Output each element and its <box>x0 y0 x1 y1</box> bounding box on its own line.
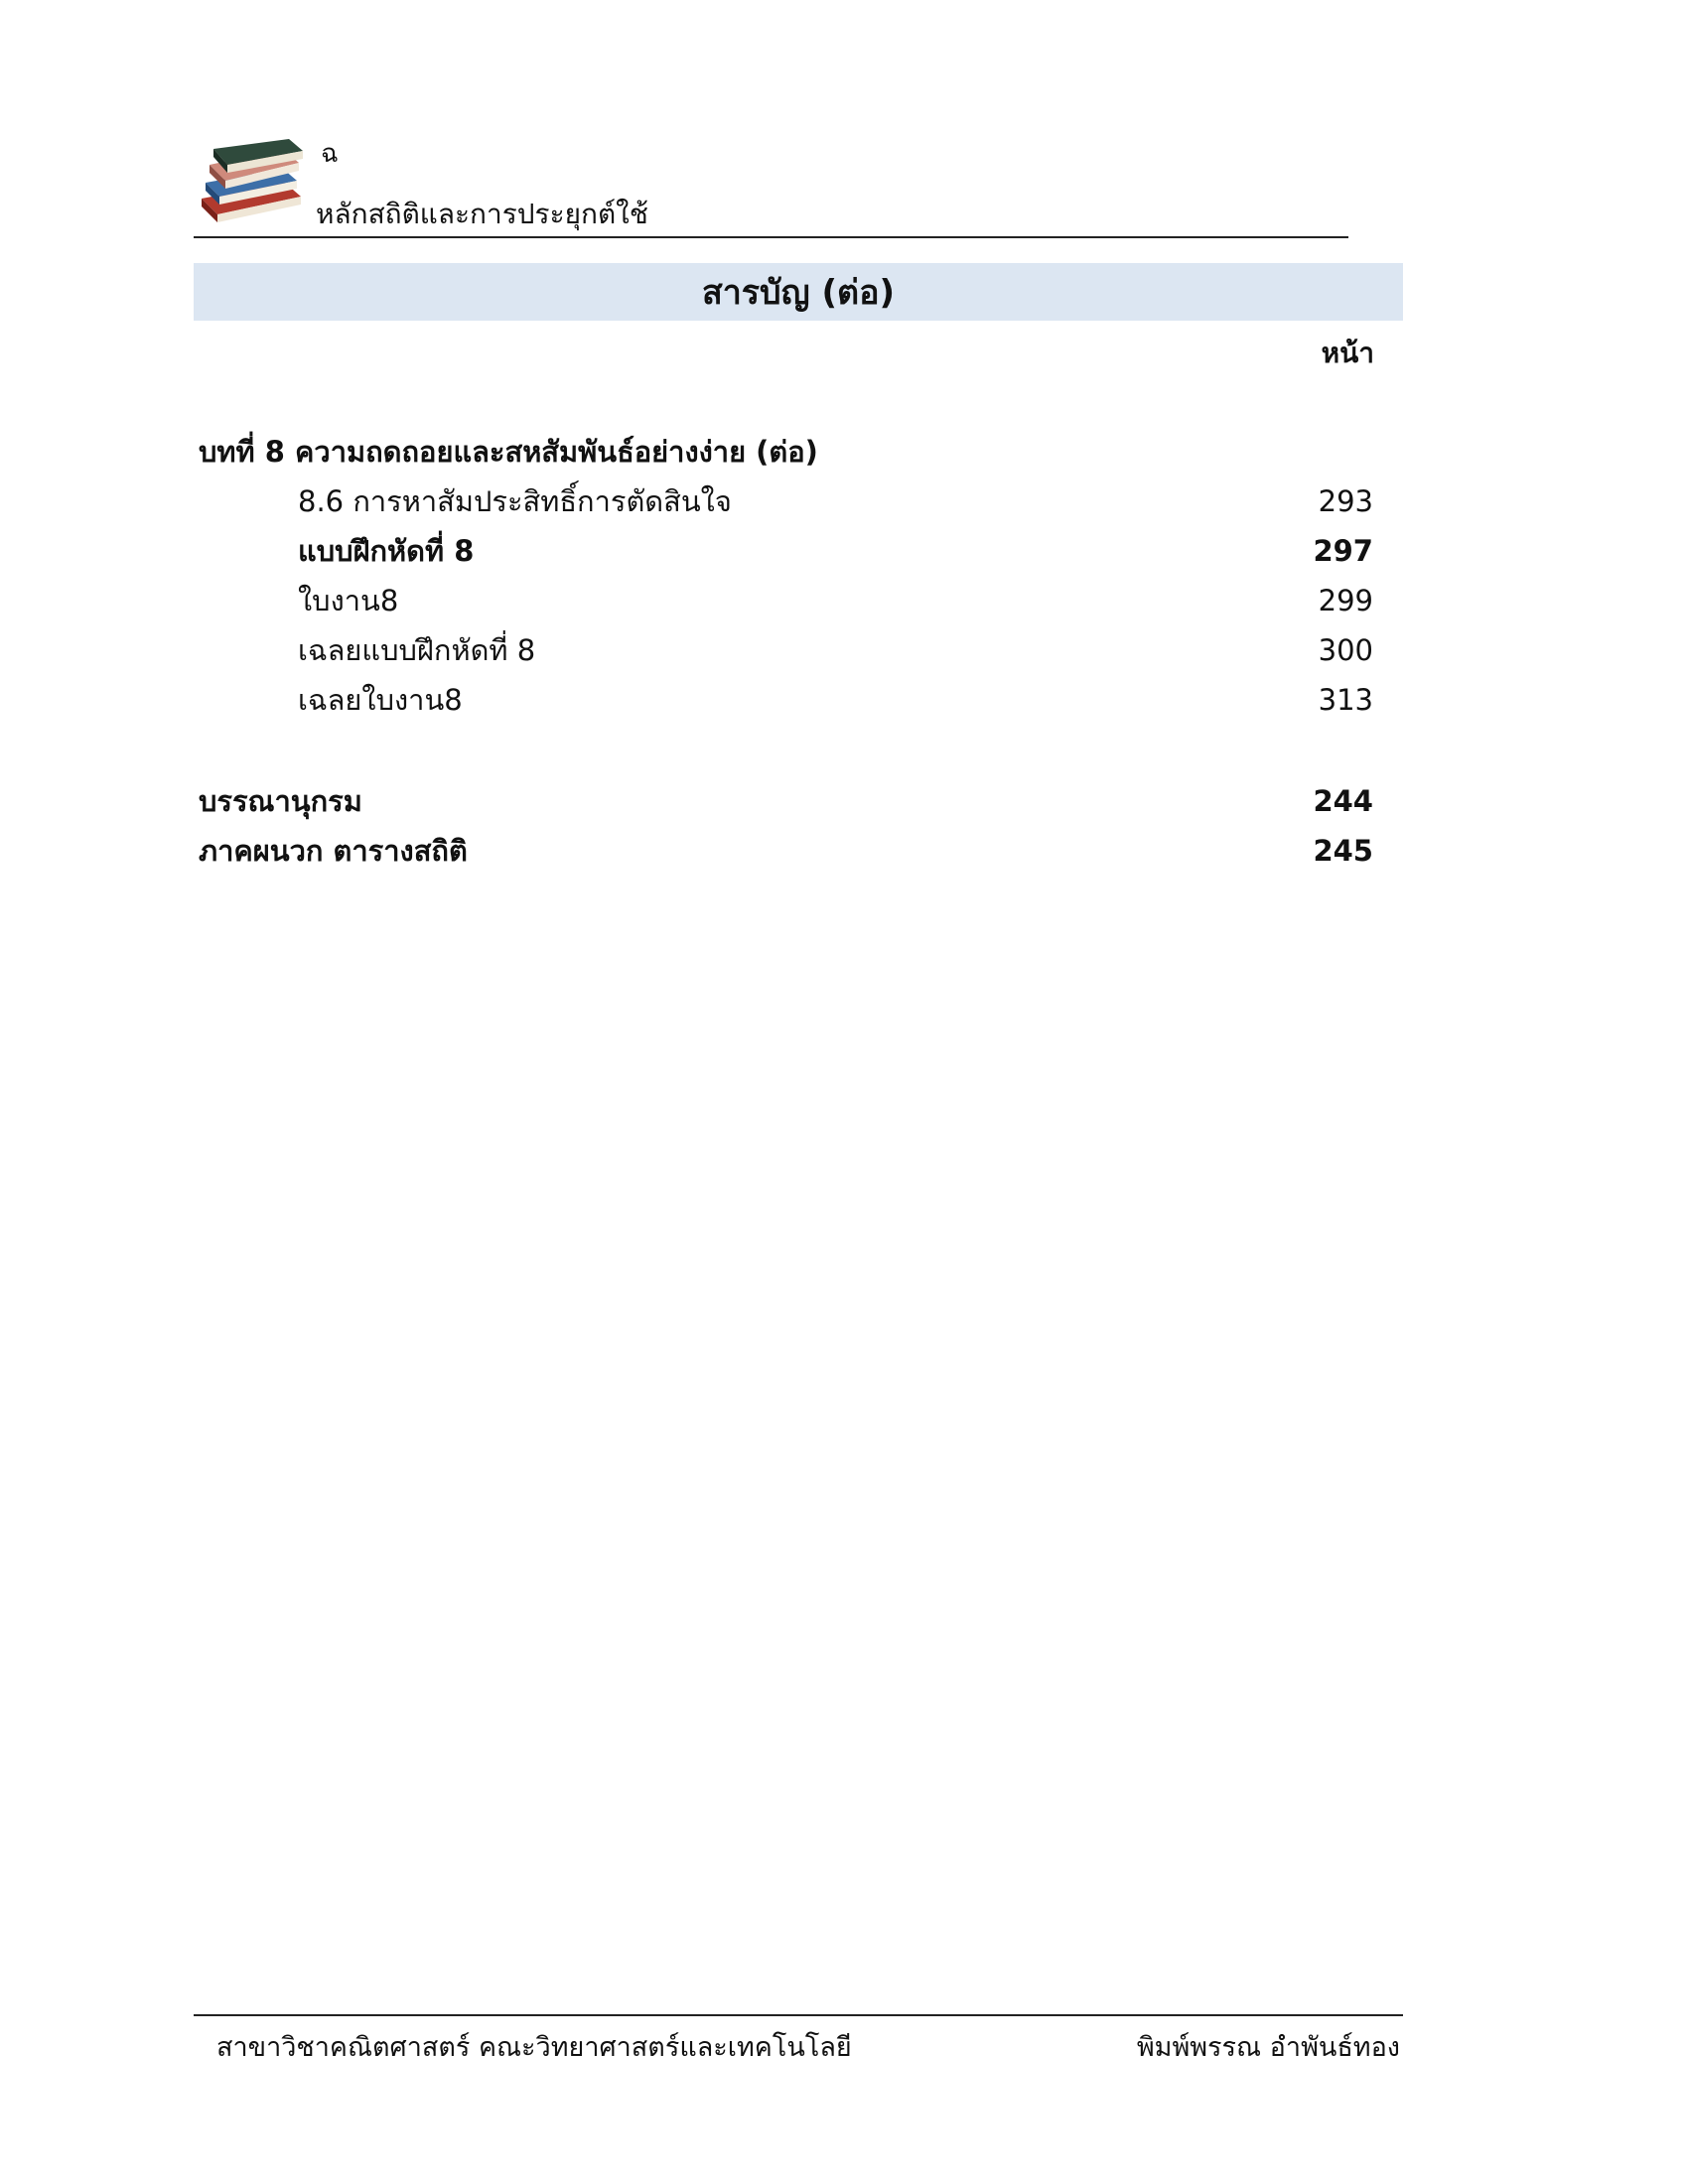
footer-divider <box>194 2014 1403 2016</box>
toc-entry-page: 300 <box>1318 633 1373 667</box>
toc-entry-label: แบบฝึกหัดที่ 8 <box>298 534 475 568</box>
toc-end-entry-page: 244 <box>1313 784 1373 818</box>
toc-title: สารบัญ (ต่อ) <box>194 263 1403 321</box>
toc-entry <box>199 477 1373 526</box>
toc-entry <box>199 576 1373 625</box>
toc-entry-page: 299 <box>1318 584 1373 617</box>
toc-chapter-heading <box>199 427 1373 477</box>
toc-entry-page: 313 <box>1318 683 1373 717</box>
table-of-contents <box>199 427 1373 876</box>
book-title: หลักสถิติและการประยุกต์ใช้ <box>316 198 648 230</box>
toc-end-entry-label: บรรณานุกรม <box>199 784 362 818</box>
header-divider <box>194 236 1348 238</box>
toc-end-entry-page: 245 <box>1313 834 1373 868</box>
toc-entry-label: เฉลยใบงาน8 <box>298 683 463 717</box>
toc-entry-page: 297 <box>1313 534 1373 568</box>
toc-entry <box>199 625 1373 675</box>
page-number-letter: ฉ <box>321 139 339 169</box>
page-column-label: หน้า <box>1321 337 1374 369</box>
toc-entry-page: 293 <box>1318 484 1373 518</box>
toc-end-entry <box>199 826 1373 876</box>
page-header <box>194 129 1345 238</box>
toc-chapter-label: บทที่ 8 ความถดถอยและสหสัมพันธ์อย่างง่าย (ต่อ) <box>199 435 818 469</box>
toc-end-entry <box>199 776 1373 826</box>
toc-entry-label: ใบงาน8 <box>298 584 399 617</box>
footer-department: สาขาวิชาคณิตศาสตร์ คณะวิทยาศาสตร์และเทคโนโลยี <box>216 2032 852 2063</box>
toc-entry-label: 8.6 การหาสัมประสิทธิ์การตัดสินใจ <box>298 484 732 518</box>
toc-spacer <box>199 725 1373 776</box>
toc-end-entry-label: ภาคผนวก ตารางสถิติ <box>199 834 468 868</box>
footer-author: พิมพ์พรรณ อำพันธ์ทอง <box>1136 2032 1400 2063</box>
toc-entry <box>199 675 1373 725</box>
toc-entry <box>199 526 1373 576</box>
toc-entry-label: เฉลยแบบฝึกหัดที่ 8 <box>298 633 536 667</box>
books-icon <box>194 139 308 228</box>
